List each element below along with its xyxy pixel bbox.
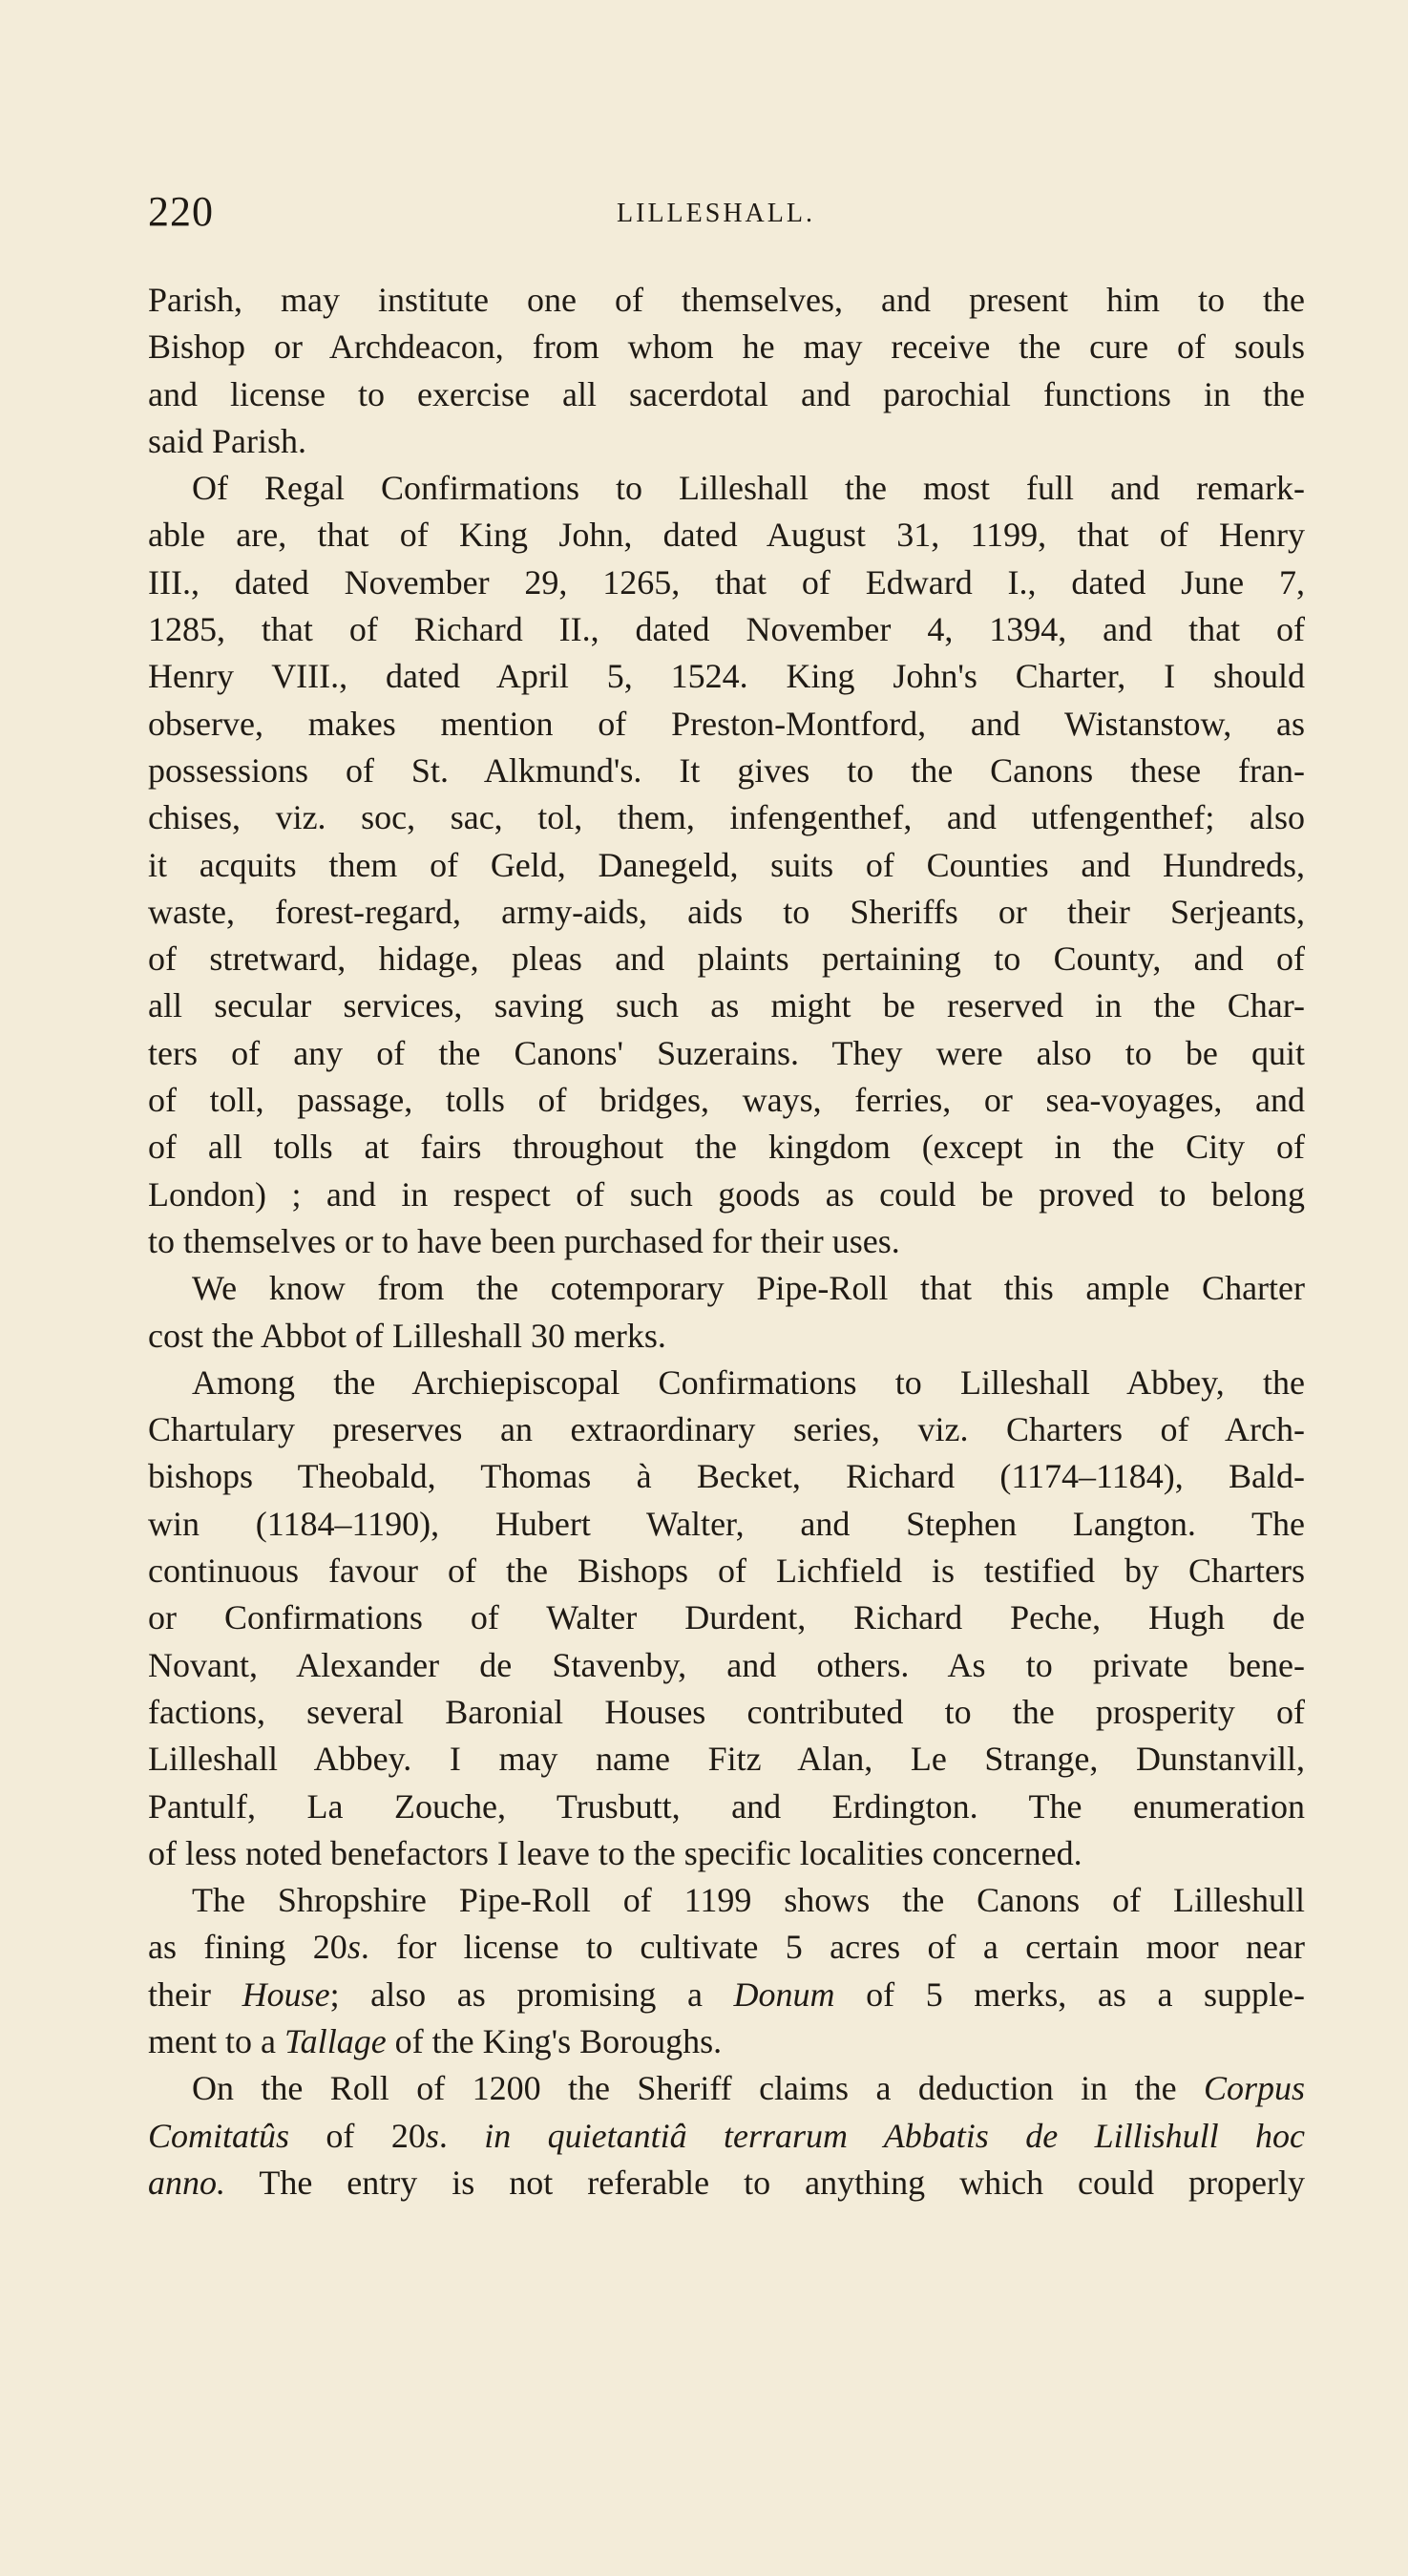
- text-line: chises, viz. soc, sac, tol, them, infengenthef, and utfengenthef; also: [148, 798, 1305, 837]
- page-number: 220: [148, 188, 214, 235]
- text-line: Pantulf, La Zouche, Trusbutt, and Erdington. The enumeration: [148, 1786, 1305, 1826]
- text-line: able are, that of King John, dated August 31, 1199, that of Henry: [148, 516, 1305, 555]
- text-line: of toll, passage, tolls of bridges, ways, ferries, or sea-voyages, and: [148, 1081, 1305, 1120]
- page-header: [148, 187, 1284, 237]
- text-line: win (1184–1190), Hubert Walter, and Stephen Langton. The: [148, 1504, 1305, 1543]
- text-line: continuous favour of the Bishops of Lichfield is testified by Charters: [148, 1552, 1305, 1591]
- text-line: 1285, that of Richard II., dated November 4, 1394, and that of: [148, 610, 1305, 649]
- text-line: and license to exercise all sacerdotal and parochial functions in the: [148, 374, 1305, 413]
- text-line: of all tolls at fairs throughout the kingdom (except in the City of: [148, 1128, 1305, 1167]
- text-line: observe, makes mention of Preston-Montford, and Wistanstow, as: [148, 704, 1305, 743]
- text-line: III., dated November 29, 1265, that of Edward I., dated June 7,: [148, 562, 1305, 602]
- text-line: We know from the cotemporary Pipe-Roll that this ample Charter: [192, 1269, 1305, 1308]
- text-line: all secular services, saving such as might be reserved in the Char-: [148, 986, 1305, 1025]
- text-line: Comitatûs of 20s. in quietantiâ terrarum Abbatis de Lillishull hoc: [148, 2116, 1305, 2155]
- text-line: bishops Theobald, Thomas à Becket, Richard (1174–1184), Bald-: [148, 1457, 1305, 1496]
- text-line: said Parish.: [148, 421, 306, 460]
- text-line: of less noted benefactors I leave to the specific localities concerned.: [148, 1833, 1082, 1872]
- body-text: [148, 277, 1305, 2206]
- text-line: The Shropshire Pipe-Roll of 1199 shows the Canons of Lilleshull: [192, 1881, 1305, 1920]
- text-line: as fining 20s. for license to cultivate 5 acres of a certain moor near: [148, 1928, 1305, 1967]
- text-line: waste, forest-regard, army-aids, aids to Sheriffs or their Serjeants,: [148, 892, 1305, 931]
- text-line: Of Regal Confirmations to Lilleshall the most full and remark-: [192, 469, 1305, 508]
- text-line: ters of any of the Canons' Suzerains. They were also to be quit: [148, 1033, 1305, 1072]
- text-line: On the Roll of 1200 the Sheriff claims a deduction in the Corpus: [192, 2069, 1305, 2108]
- text-line: or Confirmations of Walter Durdent, Richard Peche, Hugh de: [148, 1598, 1305, 1637]
- text-line: Henry VIII., dated April 5, 1524. King John's Charter, I should: [148, 657, 1305, 696]
- text-line: Bishop or Archdeacon, from whom he may receive the cure of souls: [148, 327, 1305, 367]
- text-line: London) ; and in respect of such goods as could be proved to belong: [148, 1174, 1305, 1214]
- text-line: factions, several Baronial Houses contributed to the prosperity of: [148, 1692, 1305, 1731]
- text-line: ment to a Tallage of the King's Boroughs.: [148, 2021, 723, 2060]
- running-title: LILLESHALL.: [617, 199, 815, 228]
- text-line: Novant, Alexander de Stavenby, and others. As to private bene-: [148, 1645, 1305, 1684]
- text-line: Parish, may institute one of themselves, and present him to the: [148, 281, 1305, 319]
- text-line: Chartulary preserves an extraordinary series, viz. Charters of Arch-: [148, 1410, 1305, 1449]
- text-line: cost the Abbot of Lilleshall 30 merks.: [148, 1316, 666, 1355]
- text-line: to themselves or to have been purchased for their uses.: [148, 1221, 900, 1260]
- text-line: of stretward, hidage, pleas and plaints pertaining to County, and of: [148, 940, 1305, 979]
- text-line: it acquits them of Geld, Danegeld, suits of Counties and Hundreds,: [148, 845, 1305, 884]
- text-line: Among the Archiepiscopal Confirmations to Lilleshall Abbey, the: [192, 1362, 1305, 1402]
- text-line: anno. The entry is not referable to anything which could properly: [148, 2163, 1305, 2202]
- text-line: Lilleshall Abbey. I may name Fitz Alan, Le Strange, Dunstanvill,: [148, 1740, 1305, 1779]
- text-line: their House; also as promising a Donum of 5 merks, as a supple-: [148, 1974, 1305, 2014]
- text-line: possessions of St. Alkmund's. It gives to the Canons these fran-: [148, 750, 1305, 790]
